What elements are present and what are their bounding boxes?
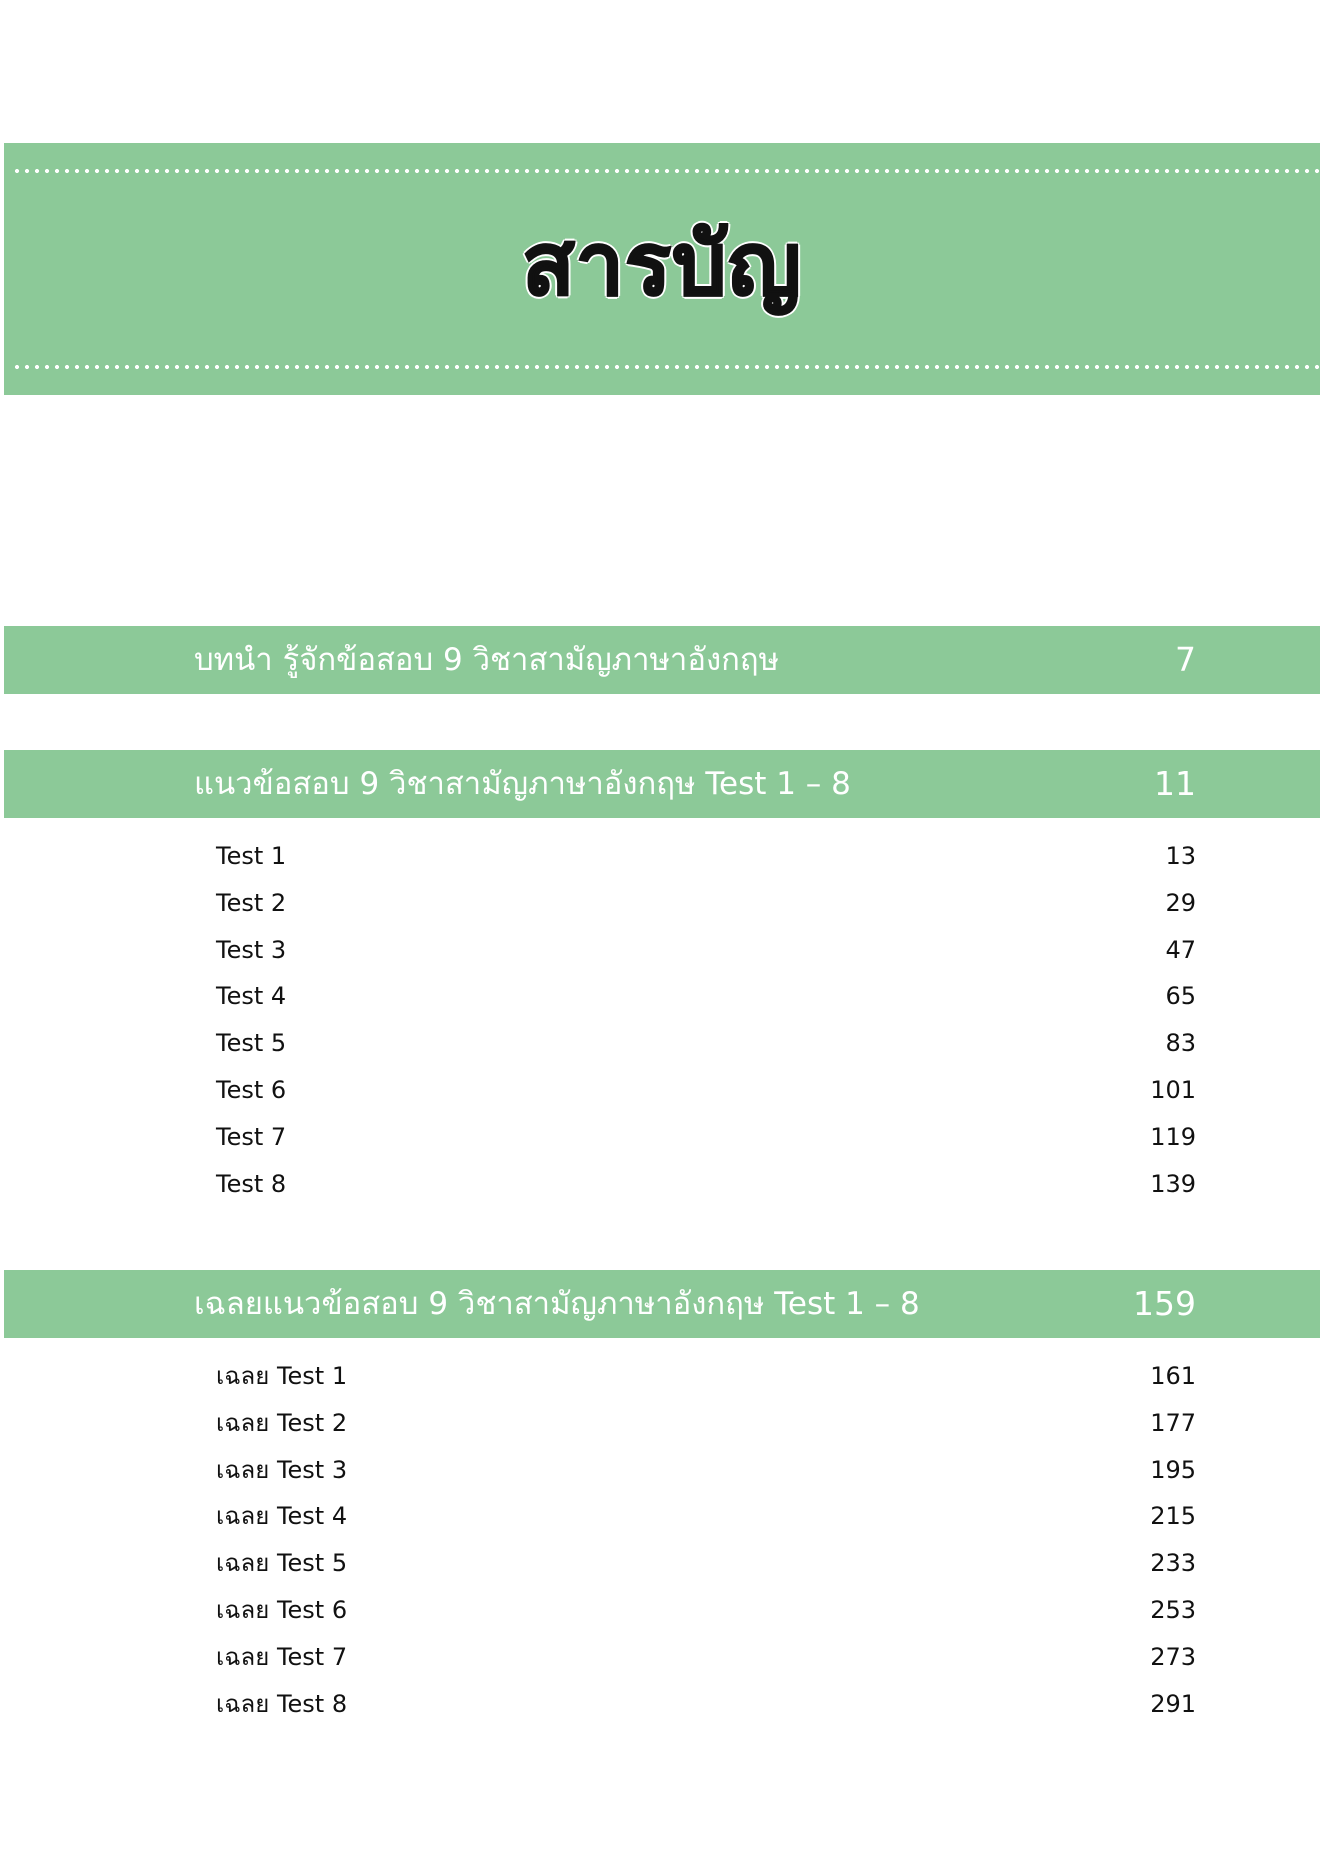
toc-entry-label: Test 2: [216, 888, 287, 917]
section-practice-tests-label: แนวข้อสอบ 9 วิชาสามัญภาษาอังกฤษ Test 1 – 8: [194, 766, 851, 802]
toc-entry-answer-1[interactable]: [0, 1356, 1320, 1403]
toc-entry-label: เฉลย Test 3: [216, 1455, 348, 1484]
toc-entry-label: เฉลย Test 4: [216, 1502, 348, 1531]
toc-entry-test-3[interactable]: [0, 930, 1320, 977]
toc-entry-page: 161: [1150, 1362, 1196, 1390]
page-title: สารบัญ: [522, 215, 802, 315]
toc-entry-page: 177: [1150, 1408, 1196, 1437]
toc-entry-page: 195: [1150, 1455, 1196, 1484]
dotted-divider-bottom: [12, 365, 1320, 369]
toc-entry-answer-2[interactable]: [0, 1403, 1320, 1450]
toc-entry-test-2[interactable]: [0, 883, 1320, 930]
toc-entry-page: 29: [1165, 888, 1196, 917]
toc-entry-label: เฉลย Test 5: [216, 1549, 348, 1578]
section-intro-label: บทนำ รู้จักข้อสอบ 9 วิชาสามัญภาษาอังกฤษ: [194, 642, 780, 678]
toc-entry-label: Test 4: [216, 982, 287, 1011]
toc-entry-label: เฉลย Test 6: [216, 1595, 348, 1624]
section-answer-keys-page: 159: [1133, 1284, 1196, 1323]
toc-entry-label: เฉลย Test 1: [216, 1362, 348, 1390]
toc-entry-answer-8[interactable]: [0, 1684, 1320, 1731]
toc-entry-label: Test 1: [216, 842, 287, 870]
toc-entry-page: 119: [1150, 1122, 1196, 1151]
section-answer-keys[interactable]: [4, 1270, 1320, 1338]
toc-entry-page: 233: [1150, 1549, 1196, 1578]
toc-entry-label: Test 8: [216, 1169, 287, 1198]
toc-entry-label: เฉลย Test 2: [216, 1408, 348, 1437]
toc-entry-label: เฉลย Test 8: [216, 1689, 348, 1718]
toc-entry-page: 47: [1165, 935, 1196, 964]
section-intro[interactable]: [4, 626, 1320, 694]
toc-entry-test-1[interactable]: [0, 836, 1320, 883]
toc-entry-label: Test 3: [216, 935, 287, 964]
toc-entry-page: 101: [1150, 1075, 1196, 1104]
toc-entry-label: Test 7: [216, 1122, 287, 1151]
toc-entry-label: Test 6: [216, 1075, 287, 1104]
toc-entry-page: 215: [1150, 1502, 1196, 1531]
toc-entry-page: 253: [1150, 1595, 1196, 1624]
toc-entry-label: Test 5: [216, 1029, 287, 1058]
toc-entry-page: 291: [1150, 1689, 1196, 1718]
toc-entry-page: 65: [1165, 982, 1196, 1011]
toc-entry-page: 83: [1165, 1029, 1196, 1058]
toc-entry-test-6[interactable]: [0, 1070, 1320, 1117]
toc-entry-test-4[interactable]: [0, 976, 1320, 1023]
toc-entry-test-7[interactable]: [0, 1117, 1320, 1164]
dotted-divider-top: [12, 169, 1320, 173]
section-answer-keys-label: เฉลยแนวข้อสอบ 9 วิชาสามัญภาษาอังกฤษ Test 1 – 8: [194, 1286, 920, 1322]
toc-entry-test-5[interactable]: [0, 1023, 1320, 1070]
toc-entry-answer-5[interactable]: [0, 1543, 1320, 1590]
section-practice-tests-page: 11: [1154, 764, 1196, 803]
answer-keys-list: [0, 1356, 1320, 1730]
title-banner: [4, 143, 1320, 395]
toc-entry-answer-7[interactable]: [0, 1637, 1320, 1684]
toc-entry-answer-6[interactable]: [0, 1590, 1320, 1637]
toc-entry-answer-4[interactable]: [0, 1496, 1320, 1543]
toc-entry-page: 13: [1165, 842, 1196, 870]
practice-tests-list: [0, 836, 1320, 1210]
toc-entry-page: 139: [1150, 1169, 1196, 1198]
toc-entry-test-8[interactable]: [0, 1164, 1320, 1211]
section-intro-page: 7: [1175, 640, 1196, 679]
toc-entry-page: 273: [1150, 1642, 1196, 1671]
section-practice-tests[interactable]: [4, 750, 1320, 818]
toc-entry-label: เฉลย Test 7: [216, 1642, 348, 1671]
toc-entry-answer-3[interactable]: [0, 1450, 1320, 1497]
